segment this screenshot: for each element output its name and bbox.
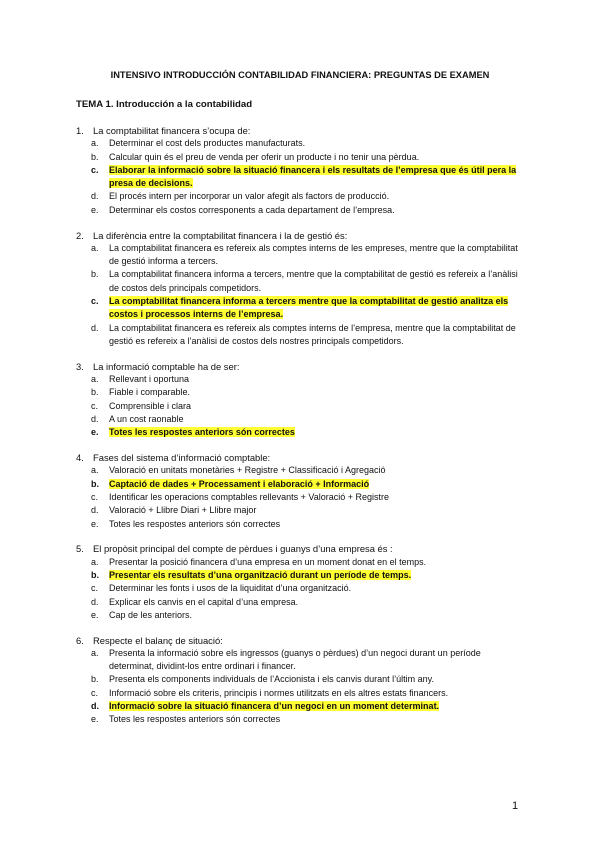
question-text: La comptabilitat financera s’ocupa de: — [93, 125, 251, 136]
option-letter: a. — [91, 647, 99, 658]
option-letter: a. — [91, 242, 99, 253]
answer-option-correct — [91, 426, 526, 439]
document-title: INTENSIVO INTRODUCCIÓN CONTABILIDAD FINANCIERA: PREGUNTAS DE EXAMEN — [110, 70, 490, 80]
answer-options — [76, 373, 526, 439]
answer-option-correct — [91, 295, 526, 322]
option-letter: b. — [91, 569, 99, 580]
option-letter: c. — [91, 687, 99, 698]
question-stem — [76, 124, 526, 137]
option-letter: d. — [91, 505, 99, 516]
answer-option — [91, 556, 526, 569]
highlighted-answer-text: Informació sobre la situació financera d’un negoci en un moment determinat. — [109, 701, 440, 712]
answer-option-correct — [91, 700, 526, 713]
highlighted-answer-text: Totes les respostes anteriors són correctes — [109, 427, 295, 438]
option-text: Explicar els canvis en el capital d’una empresa. — [109, 596, 299, 607]
option-letter: d. — [91, 191, 99, 202]
option-text: Valoració + Llibre Diari + Llibre major — [109, 505, 257, 516]
answer-option — [91, 609, 526, 622]
question-item — [76, 229, 526, 349]
answer-option — [91, 400, 526, 413]
question-stem — [76, 229, 526, 242]
answer-option — [91, 373, 526, 386]
question-item — [76, 634, 526, 727]
answer-option — [91, 204, 526, 217]
question-number: 3. — [76, 360, 84, 372]
question-text: Respecte el balanç de situació: — [93, 634, 223, 646]
option-text: Determinar els costos corresponents a cada departament de l’empresa. — [109, 204, 395, 215]
answer-options — [76, 242, 526, 348]
answer-option-correct — [91, 164, 526, 191]
option-letter: c. — [91, 400, 99, 411]
highlighted-answer-text: Presentar els resultats d’una organització durant un període de temps. — [109, 569, 412, 580]
option-letter: d. — [91, 596, 99, 607]
option-text: Fiable i comparable. — [109, 387, 191, 398]
option-text: Totes les respostes anteriors són correctes — [109, 714, 281, 725]
option-letter: e. — [91, 427, 99, 438]
question-stem — [76, 634, 526, 647]
option-letter: c. — [91, 583, 99, 594]
answer-option — [91, 242, 526, 269]
option-letter: a. — [91, 465, 99, 476]
option-letter: c. — [91, 296, 99, 307]
option-letter: d. — [91, 701, 99, 712]
question-stem — [76, 451, 526, 464]
answer-option — [91, 647, 526, 674]
question-stem — [76, 542, 526, 555]
option-text: Identificar les operacions comptables rellevants + Valoració + Registre — [109, 491, 389, 502]
option-text: Informació sobre els criteris, principis i normes utilitzats en els altres estats financers. — [109, 687, 449, 698]
option-letter: b. — [91, 151, 99, 162]
option-letter: b. — [91, 478, 99, 489]
option-letter: d. — [91, 413, 99, 424]
option-text: La comptabilitat financera informa a tercers, mentre que la comptabilitat de gestió es refereix a l’anàlisi de costos dels principals competidors. — [109, 269, 518, 293]
answer-options — [76, 137, 526, 217]
question-stem — [76, 360, 526, 373]
highlighted-answer-text: La comptabilitat financera informa a tercers mentre que la comptabilitat de gestió analitza els costos i processos interns de l’empresa. — [109, 296, 509, 320]
option-text: Valoració en unitats monetàries + Registre + Classificació i Agregació — [109, 465, 386, 476]
answer-option — [91, 413, 526, 426]
option-letter: c. — [91, 164, 99, 175]
option-letter: b. — [91, 387, 99, 398]
option-text: Comprensible i clara — [109, 400, 192, 411]
option-letter: a. — [91, 556, 99, 567]
answer-option — [91, 582, 526, 595]
option-letter: e. — [91, 609, 99, 620]
answer-option — [91, 386, 526, 399]
answer-option-correct — [91, 569, 526, 582]
answer-option — [91, 190, 526, 203]
option-letter: b. — [91, 674, 99, 685]
option-letter: e. — [91, 204, 99, 215]
answer-option — [91, 518, 526, 531]
answer-options — [76, 464, 526, 530]
question-text: La diferència entre la comptabilitat financera i la de gestió és: — [93, 229, 348, 241]
option-text: A un cost raonable — [109, 413, 184, 424]
section-heading: TEMA 1. Introducción a la contabilidad — [76, 99, 253, 110]
answer-option — [91, 464, 526, 477]
answer-option — [91, 491, 526, 504]
answer-option — [91, 687, 526, 700]
option-text: Presenta els components individuals de l’Accionista i els canvis durant l’últim any. — [109, 674, 434, 685]
answer-options — [76, 556, 526, 622]
option-text: Cap de les anteriors. — [109, 609, 193, 620]
question-number: 6. — [76, 634, 84, 646]
question-text: Fases del sistema d’informació comptable: — [93, 452, 271, 464]
answer-option — [91, 504, 526, 517]
option-text: La comptabilitat financera es refereix als comptes interns de les empreses, mentre que la comptabilitat de gestió informa a tercers. — [109, 242, 518, 267]
option-text: Presenta la informació sobre els ingressos (guanys o pèrdues) d’un negoci durant un període determinat, dividint-los entre ordinari i financer. — [109, 647, 481, 672]
option-text: Rellevant i oportuna — [109, 374, 190, 385]
option-text: El procés intern per incorporar un valor afegit als factors de producció. — [109, 191, 390, 202]
answer-option — [91, 268, 526, 295]
option-letter: d. — [91, 322, 99, 333]
answer-option-correct — [91, 478, 526, 491]
answer-option — [91, 596, 526, 609]
question-item — [76, 451, 526, 531]
question-item — [76, 360, 526, 440]
option-letter: e. — [91, 518, 99, 529]
answer-options — [76, 647, 526, 727]
answer-option — [91, 151, 526, 164]
question-item — [76, 542, 526, 622]
question-text: El propòsit principal del compte de pèrdues i guanys d’una empresa és : — [93, 543, 393, 555]
question-number: 5. — [76, 543, 84, 555]
page-number: 1 — [512, 800, 519, 812]
option-text: Calcular quin és el preu de venda per oferir un producte i no tenir una pèrdua. — [109, 151, 420, 162]
question-item — [76, 124, 526, 217]
question-number: 2. — [76, 229, 84, 241]
option-text: Presentar la posició financera d’una empresa en un moment donat en el temps. — [109, 556, 427, 567]
option-letter: a. — [91, 138, 99, 149]
option-letter: c. — [91, 491, 99, 502]
option-text: La comptabilitat financera es refereix als comptes interns de l’empresa, mentre que la comptabilitat de gestió es refereix a l’anàlisi de costos dels nostres principals competidors. — [109, 322, 516, 346]
question-list — [76, 124, 526, 738]
question-number: 1. — [76, 125, 84, 136]
option-text: Determinar el cost dels productes manufacturats. — [109, 138, 306, 149]
highlighted-answer-text: Captació de dades + Processament i elaboració + Informació — [109, 478, 370, 489]
question-text: La informació comptable ha de ser: — [93, 360, 240, 372]
option-letter: a. — [91, 374, 99, 385]
option-text: Totes les respostes anteriors són correctes — [109, 518, 281, 529]
answer-option — [91, 673, 526, 686]
question-number: 4. — [76, 452, 84, 464]
answer-option — [91, 713, 526, 726]
answer-option — [91, 137, 526, 150]
option-text: Determinar les fonts i usos de la liquiditat d’una organització. — [109, 583, 352, 594]
option-letter: e. — [91, 714, 99, 725]
answer-option — [91, 322, 526, 349]
option-letter: b. — [91, 269, 99, 280]
highlighted-answer-text: Elaborar la informació sobre la situació financera i els resultats de l’empresa que és útil pera la presa de decisions. — [109, 164, 517, 189]
